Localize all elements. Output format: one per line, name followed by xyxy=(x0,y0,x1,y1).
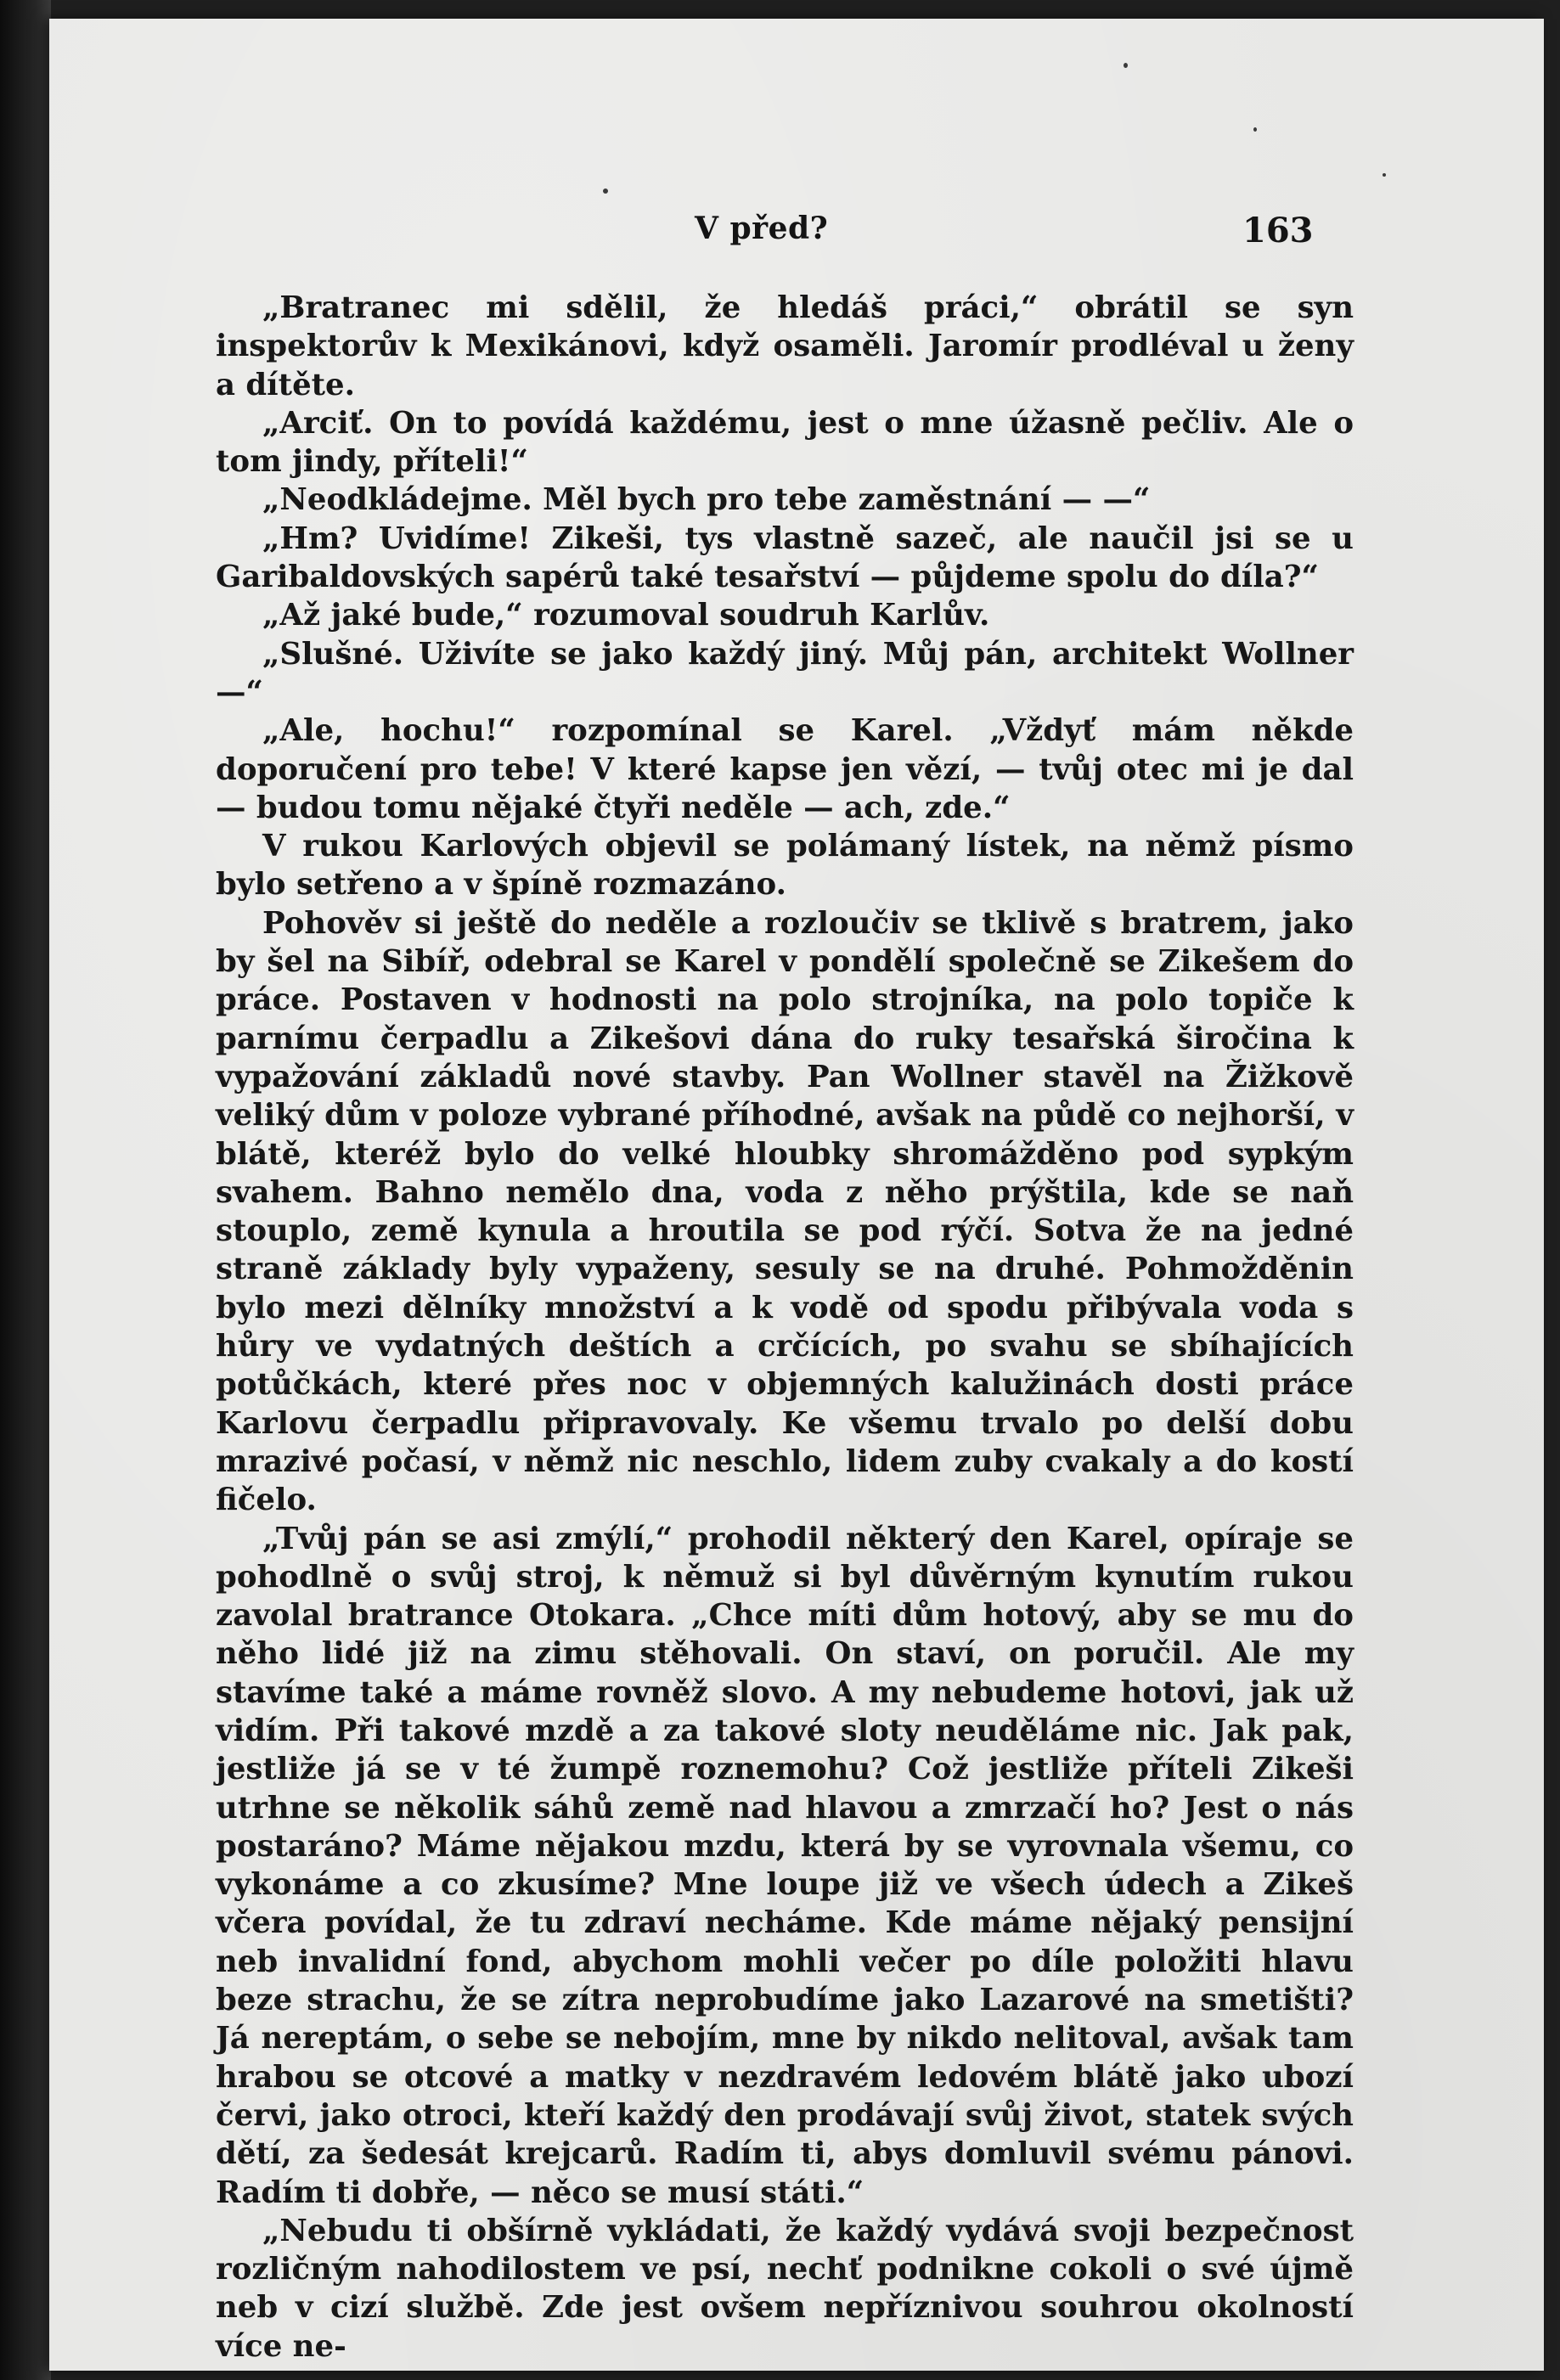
scan-speck xyxy=(1124,63,1128,68)
book-page xyxy=(49,19,1544,2371)
paragraph: „Slušné. Uživíte se jako každý jiný. Můj pán, architekt Wollner —“ xyxy=(216,636,1354,710)
body-text xyxy=(216,289,1354,2366)
paragraph: Pohověv si ještě do neděle a rozloučiv se tklivě s bratrem, jako by šel na Sibíř, odebral se Karel v pondělí společně se Zikešem do práce. Postaven v hodnosti na polo strojníka, na polo topiče k parnímu čerpadlu a Zikešovi dána do ruky tesařská širočina k vypažování základů nové stavby. Pan Wollner stavěl na Žižkově veliký dům v poloze vybrané příhodné, avšak na půdě co nejhorší, v blátě, kteréž bylo do velké hloubky shromážděno pod sypkým svahem. Bahno nemělo dna, voda z něho prýštila, kde se naň stouplo, země kynula a hroutila se pod rýčí. Sotva že na jedné straně základy byly vypaženy, sesuly se na druhé. Pohmožděnin bylo mezi dělníky množství a k vodě od spodu přibývala voda s hůry ve vydatných deštích a crčících, po svahu se sbíhajících potůčkách, které přes noc v objemných kalužinách dosti práce Karlovu čerpadlu připravovaly. Ke všemu trvalo po delší dobu mrazivé počasí, v němž nic neschlo, lidem zuby cvakaly a do kostí fičelo. xyxy=(216,905,1354,1518)
paragraph: V rukou Karlových objevil se polámaný lístek, na němž písmo bylo setřeno a v špíně rozmazáno. xyxy=(216,829,1354,903)
scan-speck xyxy=(1383,173,1386,177)
paragraph: „Nebudu ti obšírně vykládati, že každý vydává svoji bezpečnost rozličným nahodilostem ve psí, nechť podnikne cokoli o své újmě neb v cizí službě. Zde jest ovšem nepříznivou souhrou okolností více ne- xyxy=(216,2213,1354,2364)
scan-speck xyxy=(603,188,608,194)
paragraph: „Bratranec mi sdělil, že hledáš práci,“ obrátil se syn inspektorův k Mexikánovi, když osaměli. Jaromír prodléval u ženy a dítěte. xyxy=(216,290,1354,402)
paragraph: „Hm? Uvidíme! Zikeši, tys vlastně sazeč, ale naučil jsi se u Garibaldovských sapérů také tesařství — půjdeme spolu do díla?“ xyxy=(216,520,1354,595)
paragraph: „Arciť. On to povídá každému, jest o mne úžasně pečliv. Ale o tom jindy, příteli!“ xyxy=(216,405,1354,480)
scan-edge-shadow xyxy=(0,0,51,2380)
running-head xyxy=(49,211,1544,262)
running-title: V před? xyxy=(695,211,829,246)
scan-speck xyxy=(1253,127,1257,132)
paragraph: „Až jaké bude,“ rozumoval soudruh Karlův. xyxy=(262,598,990,633)
paragraph: „Neodkládejme. Měl bych pro tebe zaměstnání — —“ xyxy=(262,482,1151,518)
paragraph: „Tvůj pán se asi zmýlí,“ prohodil některý den Karel, opíraje se pohodlně o svůj stroj, k němuž si byl důvěrným kynutím rukou zavolal bratrance Otokara. „Chce míti dům hotový, aby se mu do něho lidé již na zimu stěhovali. On staví, on poručil. Ale my stavíme také a máme rovněž slovo. A my nebudeme hotovi, jak už vidím. Při takové mzdě a za takové sloty neuděláme nic. Jak pak, jestliže já se v té žumpě roznemohu? Což jestliže příteli Zikeši utrhne se několik sáhů země nad hlavou a zmrzačí ho? Jest o nás postaráno? Máme nějakou mzdu, která by se vyrovnala všemu, co vykonáme a co zkusíme? Mne loupe již ve všech údech a Zikeš včera povídal, že tu zdraví necháme. Kde máme nějaký pensijní neb invalidní fond, abychom mohli večer po díle položiti hlavu beze strachu, že se zítra neprobudíme jako Lazarové na smetišti? Já nereptám, o sebe se nebojím, mne by nikdo nelitoval, avšak tam hrabou se otcové a matky v nezdravém ledovém blátě jako ubozí červi, jako otroci, kteří každý den prodávají svůj život, statek svých dětí, za šedesát krejcarů. Radím ti, abys domluvil svému pánovi. Radím ti dobře, — něco se musí státi.“ xyxy=(216,1521,1354,2210)
paragraph: „Ale, hochu!“ rozpomínal se Karel. „Vždyť mám někde doporučení pro tebe! V které kapse jen vězí, — tvůj otec mi je dal — budou tomu nějaké čtyři neděle — ach, zde.“ xyxy=(216,713,1354,825)
page-number: 163 xyxy=(1242,211,1314,250)
